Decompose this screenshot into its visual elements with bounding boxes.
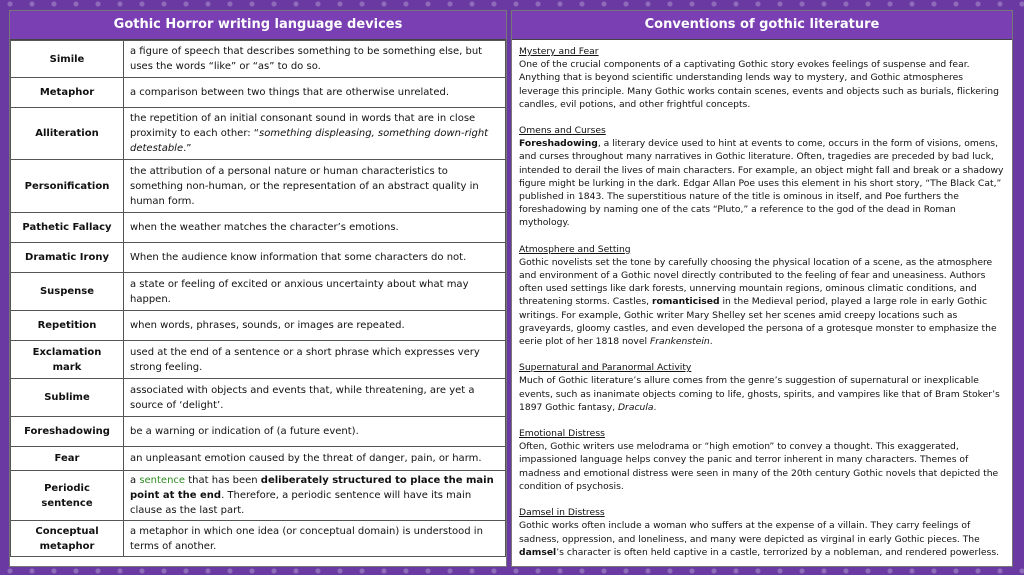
definition-italic: something displeasing, something down-right detestable [130, 128, 489, 154]
convention-italic: Frankenstein [650, 336, 710, 348]
table-row [11, 311, 506, 341]
definition-cell: a figure of speech that describes something to be something else, but uses the words “like” or “as” to do so. [124, 41, 506, 78]
convention-text: in the Medieval period, played a large role in early Gothic writings. For example, Gothic writer Mary Shelley set her scenes amid creepy locations such as graveyards, gloomy castles, and even developed the persona of a grotesque monster to emphasize the eerie plot of her 1818 novel [519, 296, 997, 348]
term-cell: Pathetic Fallacy [11, 213, 124, 243]
definition-cell: a state or feeling of excited or anxious uncertainty about what may happen. [124, 273, 506, 311]
table-row [11, 521, 506, 557]
term-cell: Personification [11, 160, 124, 213]
definition-cell: an unpleasant emotion caused by the threat of danger, pain, or harm. [124, 447, 506, 471]
definition-cell: the attribution of a personal nature or human characteristics to something non-human, or the representation of an abstract quality in human form. [124, 160, 506, 213]
definition-cell: be a warning or indication of (a future event). [124, 417, 506, 447]
definition-text: that has been [185, 475, 261, 486]
table-row [11, 273, 506, 311]
table-row [11, 417, 506, 447]
table-row [11, 108, 506, 160]
term-cell: Foreshadowing [11, 417, 124, 447]
term-cell: Suspense [11, 273, 124, 311]
convention-heading: Atmosphere and Setting [519, 243, 631, 255]
convention-heading: Damsel in Distress [519, 507, 605, 519]
definition-text-end: .” [183, 143, 192, 154]
convention-text: , a literary device used to hint at events to come, occurs in the form of visions, omens, and curses throughout many narratives in Gothic literature. Often, tragedies are preceded by bad luck, intended to derail the lives of main characters. For example, an object might fall and break or a shadowy figure might be lurking in the dark. Edgar Allan Poe uses this element in his short story, “The Black Cat,” published in 1843. The superstitious nature of the title is ominous in itself, and Poe furthers the foreshadowing by naming one of the cats “Pluto,” a reference to the god of the dead in Roman mythology. [519, 138, 1004, 229]
convention-heading: Emotional Distress [519, 428, 605, 440]
convention-text: . [709, 336, 713, 348]
convention-heading: Mystery and Fear [519, 46, 599, 57]
table-row [11, 78, 506, 108]
convention-text: Often, Gothic writers use melodrama or “high emotion” to convey a thought. This exaggerated, impassioned language helps convey the panic and terror inherent in many characters. Themes of madness and emotional distress were seen in many of the 20th century Gothic novels that depicted the condition of psychosis. [519, 441, 999, 492]
convention-text: One of the crucial components of a captivating Gothic story evokes feelings of suspense and fear. Anything that is beyond scientific understanding lends way to mystery, and Gothic atmospheres leverage this principle. Many Gothic works contain scenes, events and objects such as burials, flickering candles, evil potions, and other frightful concepts. [519, 59, 999, 110]
definition-cell: associated with objects and events that, while threatening, are yet a source of ‘delight’. [124, 379, 506, 417]
definition-cell: a metaphor in which one idea (or conceptual domain) is understood in terms of another. [124, 521, 506, 557]
convention-text: Gothic novelists set the tone by carefully choosing the physical location of a scene, as the atmosphere and environment of a Gothic novel directly contributed to the feeling of fear and uneasiness. Authors often used settings like dark forests, unnerving mountain regions, ominous climatic conditions, and threatening storms. Castles, [519, 256, 993, 308]
definition-cell [124, 471, 506, 521]
term-cell: Simile [11, 41, 124, 78]
language-devices-panel [9, 10, 507, 567]
term-cell: Alliteration [11, 108, 124, 160]
definition-bold: deliberately structured to place the main point at the end [130, 475, 494, 501]
convention-heading: Omens and Curses [519, 125, 606, 137]
conventions-title: Conventions of gothic literature [512, 11, 1012, 40]
term-cell: Periodic sentence [11, 471, 124, 521]
convention-section [519, 427, 1006, 493]
language-devices-table [10, 40, 506, 557]
convention-text: Much of Gothic literature’s allure comes from the genre’s suggestion of supernatural or inexplicable events, such as inanimate objects coming to life, ghosts, spirits, and vampires like that of Bram Stoker’s 1897 Gothic fantasy, [519, 375, 1000, 413]
convention-text: Gothic works often include a woman who suffers at the expense of a villain. They carry feelings of sadness, oppression, and loneliness, and many were depicted as virginal in early Gothic pieces. The [519, 520, 980, 545]
table-row [11, 447, 506, 471]
convention-italic: Dracula [617, 401, 654, 413]
term-cell: Exclamation mark [11, 341, 124, 379]
convention-bold: romanticised [651, 296, 720, 308]
convention-section [519, 45, 1006, 111]
term-cell: Fear [11, 447, 124, 471]
definition-cell: used at the end of a sentence or a short phrase which expresses very strong feeling. [124, 341, 506, 379]
table-row [11, 160, 506, 213]
definition-cell: When the audience know information that some characters do not. [124, 243, 506, 273]
convention-text: ’s character is often held captive in a castle, terrorized by a nobleman, and rendered powerless. [556, 546, 1000, 558]
table-row [11, 471, 506, 521]
convention-heading: Supernatural and Paranormal Activity [519, 362, 692, 374]
language-devices-title: Gothic Horror writing language devices [10, 11, 506, 40]
definition-cell: a comparison between two things that are otherwise unrelated. [124, 78, 506, 108]
conventions-panel [511, 10, 1013, 567]
convention-text: . [653, 401, 657, 413]
table-row [11, 243, 506, 273]
definition-cell: when words, phrases, sounds, or images are repeated. [124, 311, 506, 341]
definition-green-word: sentence [139, 475, 186, 486]
definition-cell [124, 108, 506, 160]
definition-text: the repetition of an initial consonant sound in words that are in close proximity to each other: “ [130, 113, 476, 139]
definition-text: . Therefore, a periodic sentence will have its main clause as the last part. [130, 490, 472, 516]
convention-bold: Foreshadowing [519, 138, 598, 150]
convention-section [519, 361, 1006, 414]
term-cell: Sublime [11, 379, 124, 417]
conventions-body [512, 40, 1012, 563]
table-row [11, 41, 506, 78]
definition-cell: when the weather matches the character’s emotions. [124, 213, 506, 243]
term-cell: Dramatic Irony [11, 243, 124, 273]
term-cell: Metaphor [11, 78, 124, 108]
convention-section [519, 506, 1006, 559]
term-cell: Repetition [11, 311, 124, 341]
convention-section [519, 243, 1006, 349]
table-row [11, 213, 506, 243]
convention-section [519, 124, 1006, 230]
table-row [11, 341, 506, 379]
term-cell: Conceptual metaphor [11, 521, 124, 557]
convention-bold: damsel [519, 546, 557, 558]
definition-text: a [130, 475, 140, 486]
table-row [11, 379, 506, 417]
